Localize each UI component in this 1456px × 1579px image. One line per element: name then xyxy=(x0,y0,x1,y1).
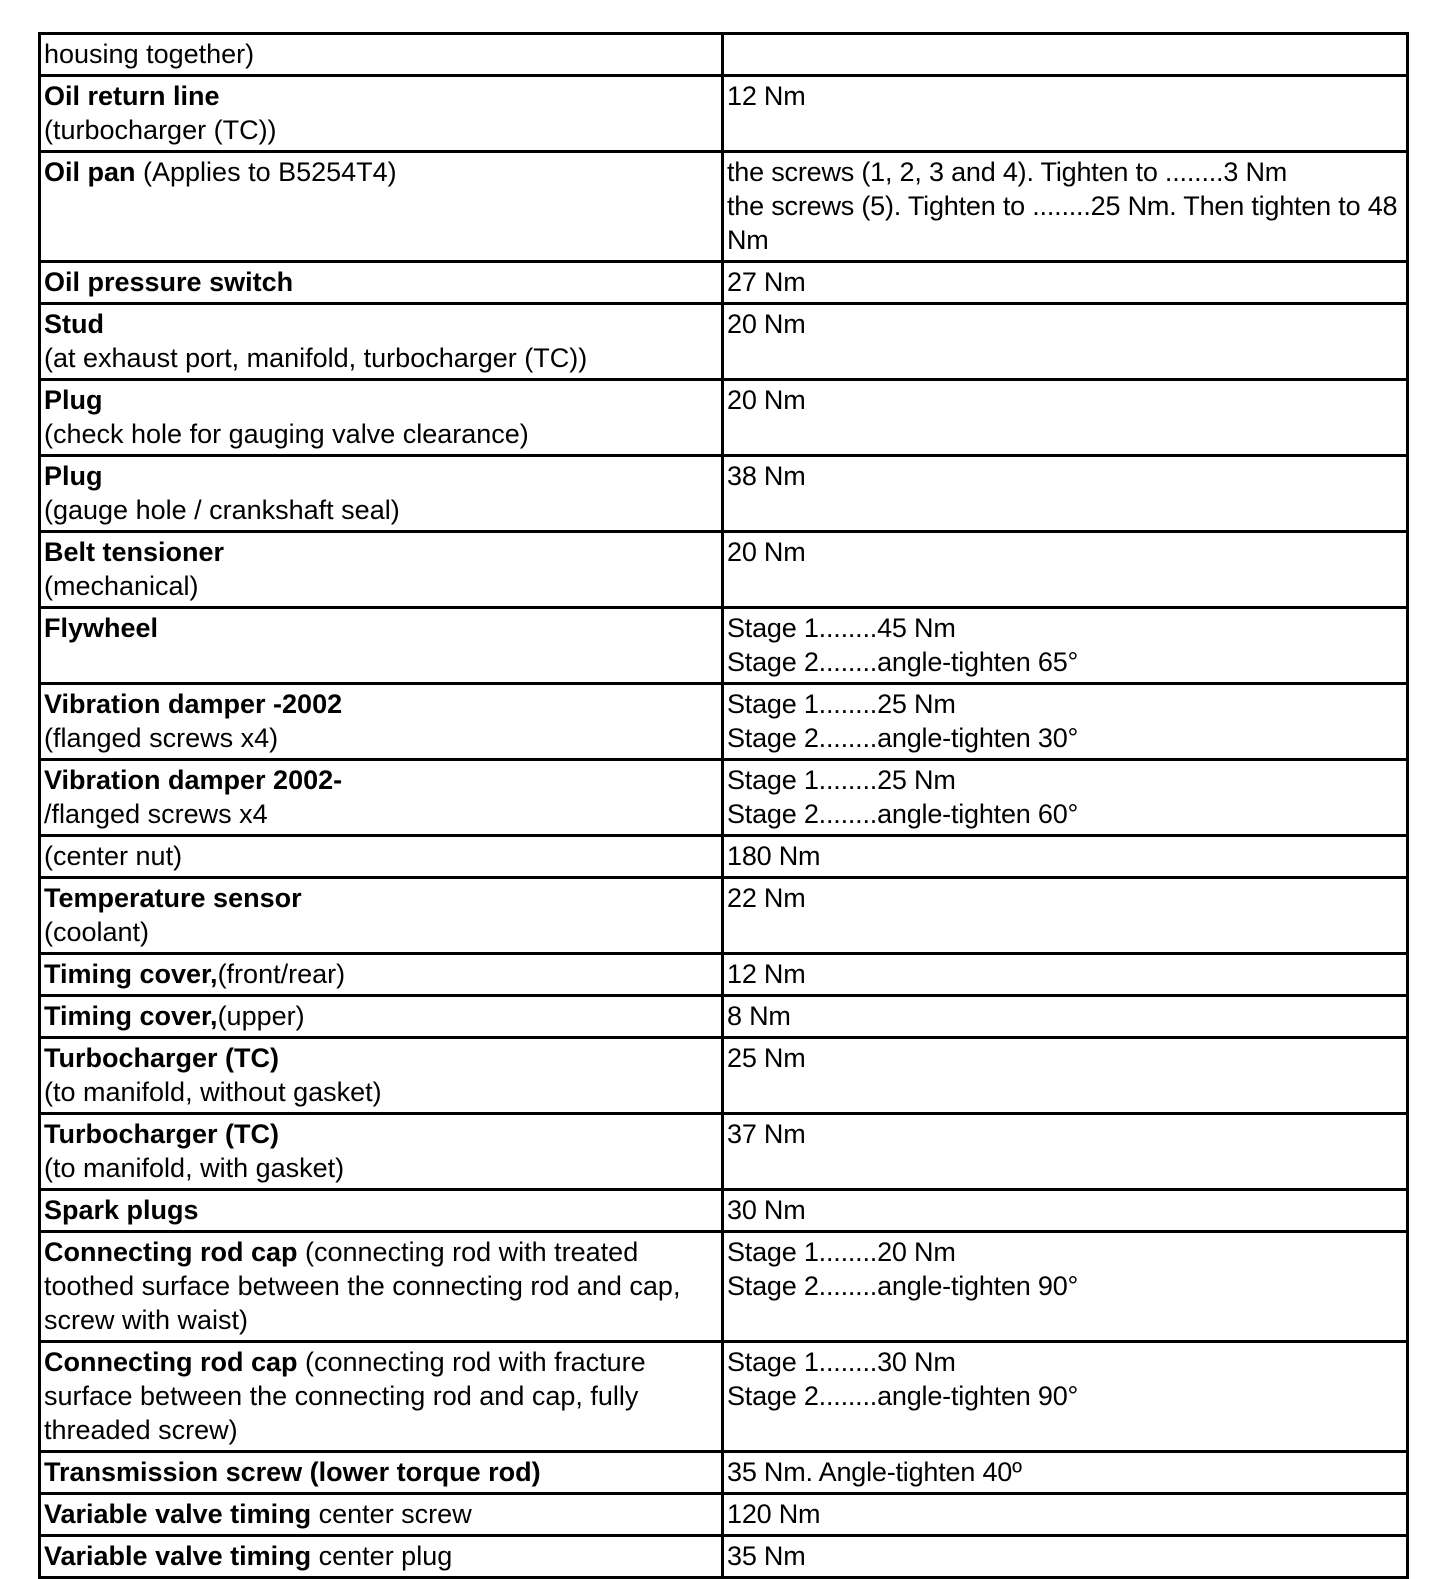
torque-cell: 37 Nm xyxy=(723,1114,1408,1190)
component-cell: housing together) xyxy=(40,34,723,76)
table-row xyxy=(40,996,1408,1038)
table-row xyxy=(40,456,1408,532)
component-note: /flanged screws x4 xyxy=(44,799,268,829)
torque-cell: Stage 1........20 Nm Stage 2........angle-tighten 90° xyxy=(723,1232,1408,1342)
component-cell: (center nut) xyxy=(40,836,723,878)
table-row xyxy=(40,878,1408,954)
table-row xyxy=(40,1232,1408,1342)
torque-cell: 38 Nm xyxy=(723,456,1408,532)
component-cell: Connecting rod cap (connecting rod with fracture surface between the connecting rod and cap, fully threaded screw) xyxy=(40,1342,723,1452)
component-cell: Plug (gauge hole / crankshaft seal) xyxy=(40,456,723,532)
component-cell: Plug (check hole for gauging valve clearance) xyxy=(40,380,723,456)
component-cell: Vibration damper 2002- /flanged screws x4 xyxy=(40,760,723,836)
component-cell: Transmission screw (lower torque rod) xyxy=(40,1452,723,1494)
table-row xyxy=(40,1452,1408,1494)
table-row xyxy=(40,76,1408,152)
table-row xyxy=(40,1342,1408,1452)
component-note: (mechanical) xyxy=(44,571,199,601)
torque-cell: 20 Nm xyxy=(723,380,1408,456)
torque-cell: 30 Nm xyxy=(723,1190,1408,1232)
component-cell: Belt tensioner (mechanical) xyxy=(40,532,723,608)
table-row xyxy=(40,304,1408,380)
torque-cell: 35 Nm xyxy=(723,1536,1408,1578)
torque-cell xyxy=(723,34,1408,76)
component-cell: Turbocharger (TC) (to manifold, without gasket) xyxy=(40,1038,723,1114)
torque-cell: the screws (1, 2, 3 and 4). Tighten to ........3 Nm the screws (5). Tighten to ........25 Nm. Then tighten to 48 Nm xyxy=(723,152,1408,262)
component-note: (to manifold, without gasket) xyxy=(44,1077,382,1107)
torque-cell: Stage 1........25 Nm Stage 2........angle-tighten 60° xyxy=(723,760,1408,836)
component-note: (turbocharger (TC)) xyxy=(44,115,277,145)
component-cell: Spark plugs xyxy=(40,1190,723,1232)
component-note: (coolant) xyxy=(44,917,150,947)
torque-cell: 120 Nm xyxy=(723,1494,1408,1536)
torque-cell: 20 Nm xyxy=(723,532,1408,608)
component-cell: Stud (at exhaust port, manifold, turbocharger (TC)) xyxy=(40,304,723,380)
torque-cell: Stage 1........30 Nm Stage 2........angle-tighten 90° xyxy=(723,1342,1408,1452)
torque-cell: 22 Nm xyxy=(723,878,1408,954)
table-row xyxy=(40,954,1408,996)
component-cell: Timing cover,(upper) xyxy=(40,996,723,1038)
table-row xyxy=(40,760,1408,836)
component-note: (flanged screws x4) xyxy=(44,723,279,753)
torque-cell: 27 Nm xyxy=(723,262,1408,304)
table-row xyxy=(40,836,1408,878)
component-cell: Oil return line (turbocharger (TC)) xyxy=(40,76,723,152)
component-note: (at exhaust port, manifold, turbocharger (TC)) xyxy=(44,343,588,373)
torque-cell: 8 Nm xyxy=(723,996,1408,1038)
component-cell: Flywheel xyxy=(40,608,723,684)
component-note: (to manifold, with gasket) xyxy=(44,1153,345,1183)
component-cell: Timing cover,(front/rear) xyxy=(40,954,723,996)
component-cell: Oil pan (Applies to B5254T4) xyxy=(40,152,723,262)
torque-spec-table xyxy=(38,32,1409,1579)
torque-cell: 12 Nm xyxy=(723,76,1408,152)
table-row xyxy=(40,380,1408,456)
table-row xyxy=(40,684,1408,760)
torque-cell: 12 Nm xyxy=(723,954,1408,996)
table-row xyxy=(40,1494,1408,1536)
component-cell: Variable valve timing center screw xyxy=(40,1494,723,1536)
torque-cell: 35 Nm. Angle-tighten 40º xyxy=(723,1452,1408,1494)
table-row xyxy=(40,1114,1408,1190)
component-note: (check hole for gauging valve clearance) xyxy=(44,419,529,449)
component-cell: Connecting rod cap (connecting rod with treated toothed surface between the connecting rod and cap, screw with waist) xyxy=(40,1232,723,1342)
torque-cell: 20 Nm xyxy=(723,304,1408,380)
table-row xyxy=(40,34,1408,76)
component-cell: Oil pressure switch xyxy=(40,262,723,304)
component-cell: Vibration damper -2002 (flanged screws x4) xyxy=(40,684,723,760)
component-note: (gauge hole / crankshaft seal) xyxy=(44,495,400,525)
table-row xyxy=(40,152,1408,262)
table-row xyxy=(40,532,1408,608)
torque-cell: 180 Nm xyxy=(723,836,1408,878)
torque-cell: Stage 1........25 Nm Stage 2........angle-tighten 30° xyxy=(723,684,1408,760)
table-row xyxy=(40,1038,1408,1114)
torque-cell: Stage 1........45 Nm Stage 2........angle-tighten 65° xyxy=(723,608,1408,684)
table-row xyxy=(40,1536,1408,1578)
table-row xyxy=(40,608,1408,684)
torque-cell: 25 Nm xyxy=(723,1038,1408,1114)
component-cell: Temperature sensor (coolant) xyxy=(40,878,723,954)
table-row xyxy=(40,262,1408,304)
component-cell: Turbocharger (TC) (to manifold, with gasket) xyxy=(40,1114,723,1190)
table-row xyxy=(40,1190,1408,1232)
component-cell: Variable valve timing center plug xyxy=(40,1536,723,1578)
